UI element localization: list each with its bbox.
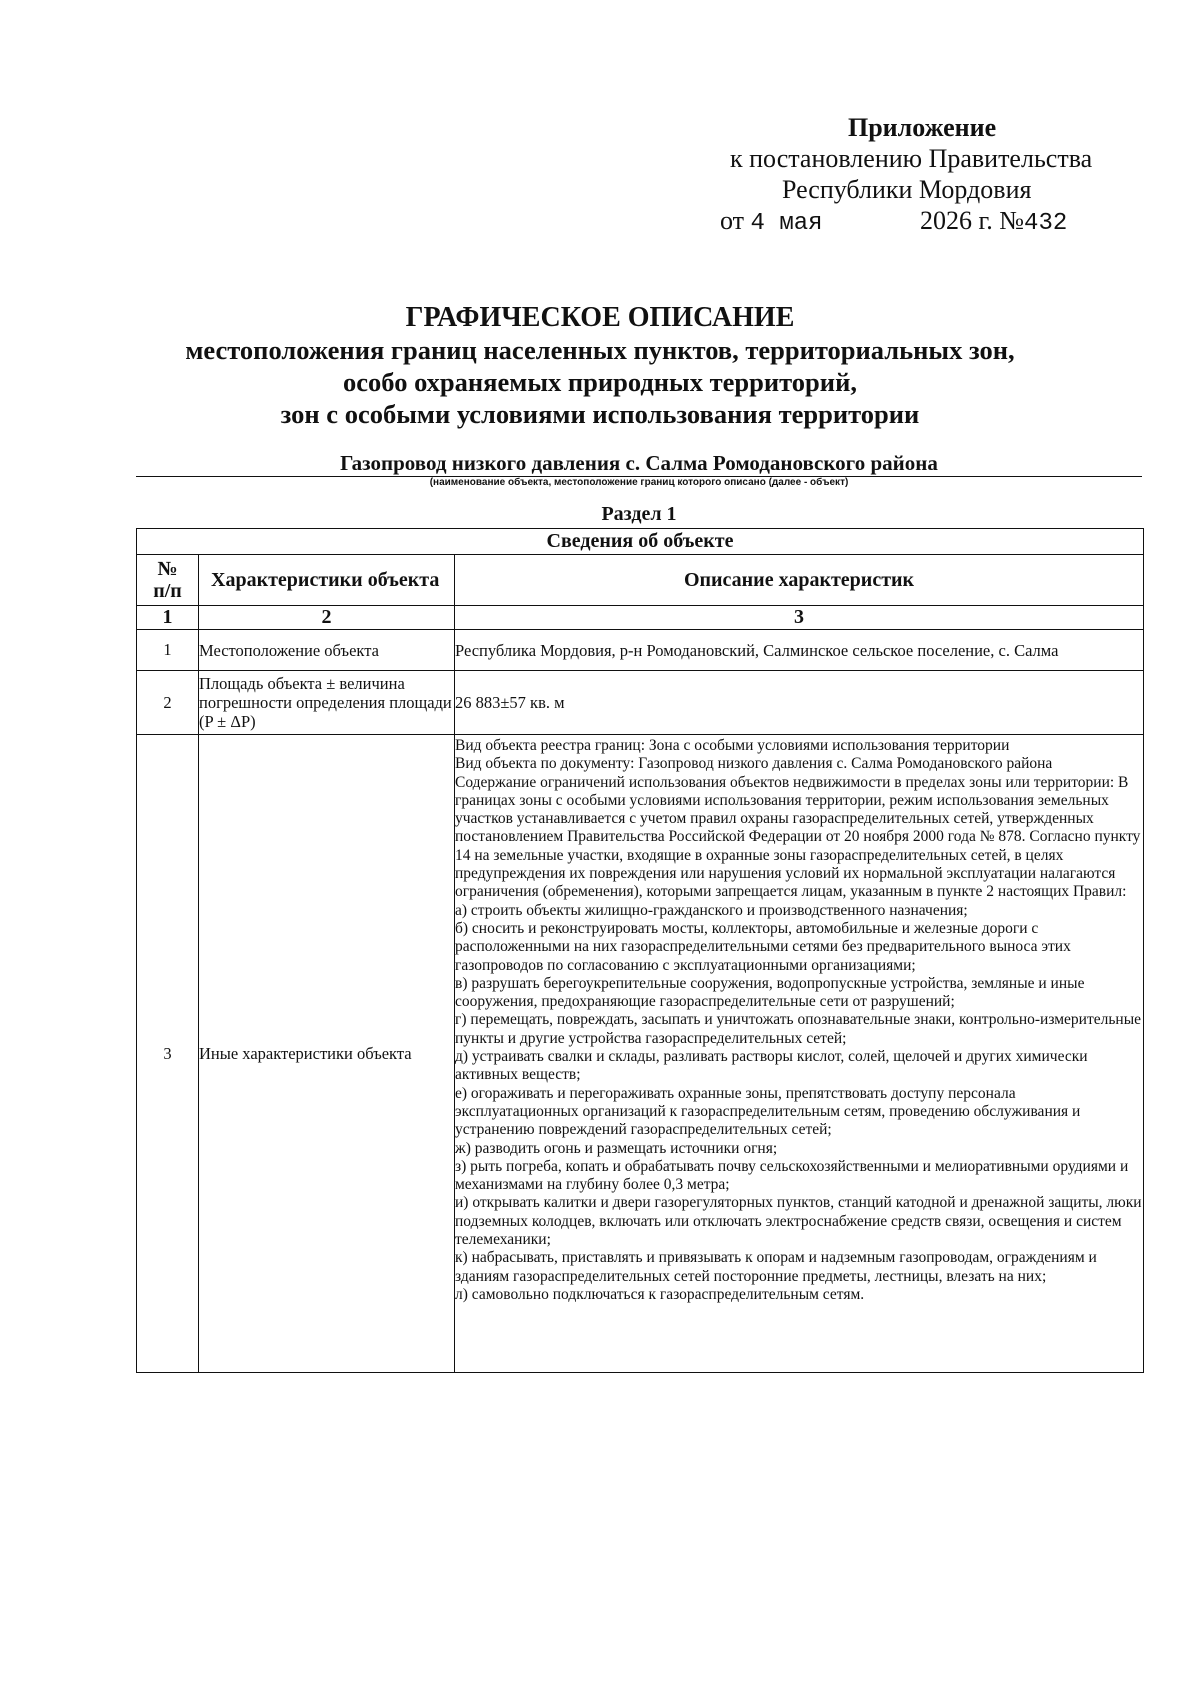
- heading-line-2: особо охраняемых природных территорий,: [343, 367, 857, 397]
- description-paragraph: к) набрасывать, приставлять и привязывать к опорам и надземным газопроводам, ограждениям и зданиям газораспределительных сетей посторонние предметы, лестницы, влезать на них;: [455, 1249, 1097, 1285]
- description-paragraph: е) огораживать и перегораживать охранные зоны, препятствовать доступу персонала эксплуатационных организаций к газораспределительным сетям, проведению обслуживания и устранению повреждений газораспределительных сетей;: [455, 1084, 1081, 1139]
- resolution-number: 432: [1024, 210, 1068, 237]
- description-paragraph: а) строить объекты жилищно-гражданского и производственного назначения;: [455, 901, 968, 919]
- description-paragraph: ж) разводить огонь и размещать источники огня;: [455, 1139, 778, 1157]
- row-characteristic: Площадь объекта ± величина погрешности определения площади (P ± ΔP): [199, 671, 455, 735]
- header-characteristics: Характеристики объекта: [199, 555, 455, 606]
- row-characteristic: Иные характеристики объекта: [199, 735, 455, 1373]
- object-info-table: [136, 528, 1144, 1373]
- description-paragraph: и) открывать калитки и двери газорегуляторных пунктов, станций катодной и дренажной защиты, люки подземных колодцев, включать или отключать электроснабжение средств связи, освещения и систем телемеханики;: [455, 1194, 1142, 1249]
- row-number: 1: [137, 630, 199, 671]
- table-row: [137, 671, 1144, 735]
- date-day-month: 4 мая: [750, 210, 823, 237]
- heading-main: ГРАФИЧЕСКОЕ ОПИСАНИЕ: [405, 302, 795, 333]
- table-row: [137, 735, 1144, 1373]
- table-header-row: [137, 555, 1144, 606]
- row-number: 3: [137, 735, 199, 1373]
- heading-line-3: зон с особыми условиями использования территории: [280, 399, 920, 429]
- appendix-title: Приложение: [848, 113, 997, 142]
- description-paragraph: Содержание ограничений использования объектов недвижимости в пределах зоны или территории: В границах зоны с особыми условиями использования территории, режим использования земельных участков устанавливается с учетом правил охраны газораспределительных сетей, утвержденных постановлением Правительства Российской Федерации от 20 ноября 2000 года № 878. Согласно пункту 14 на земельные участки, входящие в охранные зоны газораспределительных сетей, в целях предупреждения их повреждения или нарушения условий их нормальной эксплуатации налагаются ограничения (обременения), которыми запрещается лицам, указанным в пункте 2 настоящих Правил:: [455, 773, 1141, 901]
- description-paragraph: д) устраивать свалки и склады, разливать растворы кислот, солей, щелочей и других химически активных веществ;: [455, 1048, 1088, 1084]
- description-paragraph: г) перемещать, повреждать, засыпать и уничтожать опознавательные знаки, контрольно-измерительные пункты и другие устройства газораспределительных сетей;: [455, 1011, 1141, 1047]
- table-caption: Сведения об объекте: [137, 529, 1144, 555]
- row-description: 26 883±57 кв. м: [455, 671, 1144, 735]
- appendix-date-line: [720, 205, 1150, 239]
- appendix-republic-line: Республики Мордовия: [782, 175, 1032, 204]
- table-caption-row: [137, 529, 1144, 555]
- description-paragraph: л) самовольно подключаться к газораспределительным сетям.: [455, 1285, 865, 1303]
- date-year-number-label: 2026 г. №432: [920, 206, 1068, 237]
- header-description: Описание характеристик: [455, 555, 1144, 606]
- table-row: [137, 630, 1144, 671]
- description-paragraph: з) рыть погреба, копать и обрабатывать почву сельскохозяйственными и мелиоративными орудиями и механизмами на глубину более 0,3 метра;: [455, 1157, 1129, 1194]
- object-name: Газопровод низкого давления с. Салма Ромодановского района: [136, 451, 1142, 477]
- table-column-numbers-row: [137, 606, 1144, 630]
- description-paragraph: Вид объекта по документу: Газопровод низкого давления с. Салма Ромодановского района: [455, 755, 1053, 773]
- description-paragraph: в) разрушать берегоукрепительные сооружения, водопропускные устройства, земляные и иные сооружения, предохраняющие газораспределительные сети от разрушений;: [455, 974, 1085, 1011]
- row-characteristic: Местоположение объекта: [199, 630, 455, 671]
- heading-line-1: местоположения границ населенных пунктов, территориальных зон,: [185, 335, 1015, 365]
- description-paragraph: Вид объекта реестра границ: Зона с особыми условиями использования территории: [455, 737, 1010, 754]
- date-prefix: от: [720, 206, 745, 235]
- object-name-note: (наименование объекта, местоположение границ которого описано (далее - объект): [429, 477, 849, 488]
- column-number-1: 1: [137, 606, 199, 630]
- row-number: 2: [137, 671, 199, 735]
- description-paragraph: б) сносить и реконструировать мосты, коллекторы, автомобильные и железные дороги с расположенными на них газораспределительными сетями без предварительного выноса этих газопроводов по согласованию с эксплуатационными организациями;: [455, 919, 1071, 974]
- column-number-2: 2: [199, 606, 455, 630]
- row-description: Республика Мордовия, р-н Ромодановский, Салминское сельское поселение, с. Салма: [455, 630, 1144, 671]
- appendix-resolution-line: к постановлению Правительства: [730, 144, 1093, 173]
- section-title: Раздел 1: [601, 503, 677, 525]
- document-heading: [130, 302, 1070, 430]
- header-number: № п/п: [137, 555, 199, 606]
- appendix-block: [720, 112, 1150, 239]
- column-number-3: 3: [455, 606, 1144, 630]
- row-description: [455, 735, 1144, 1373]
